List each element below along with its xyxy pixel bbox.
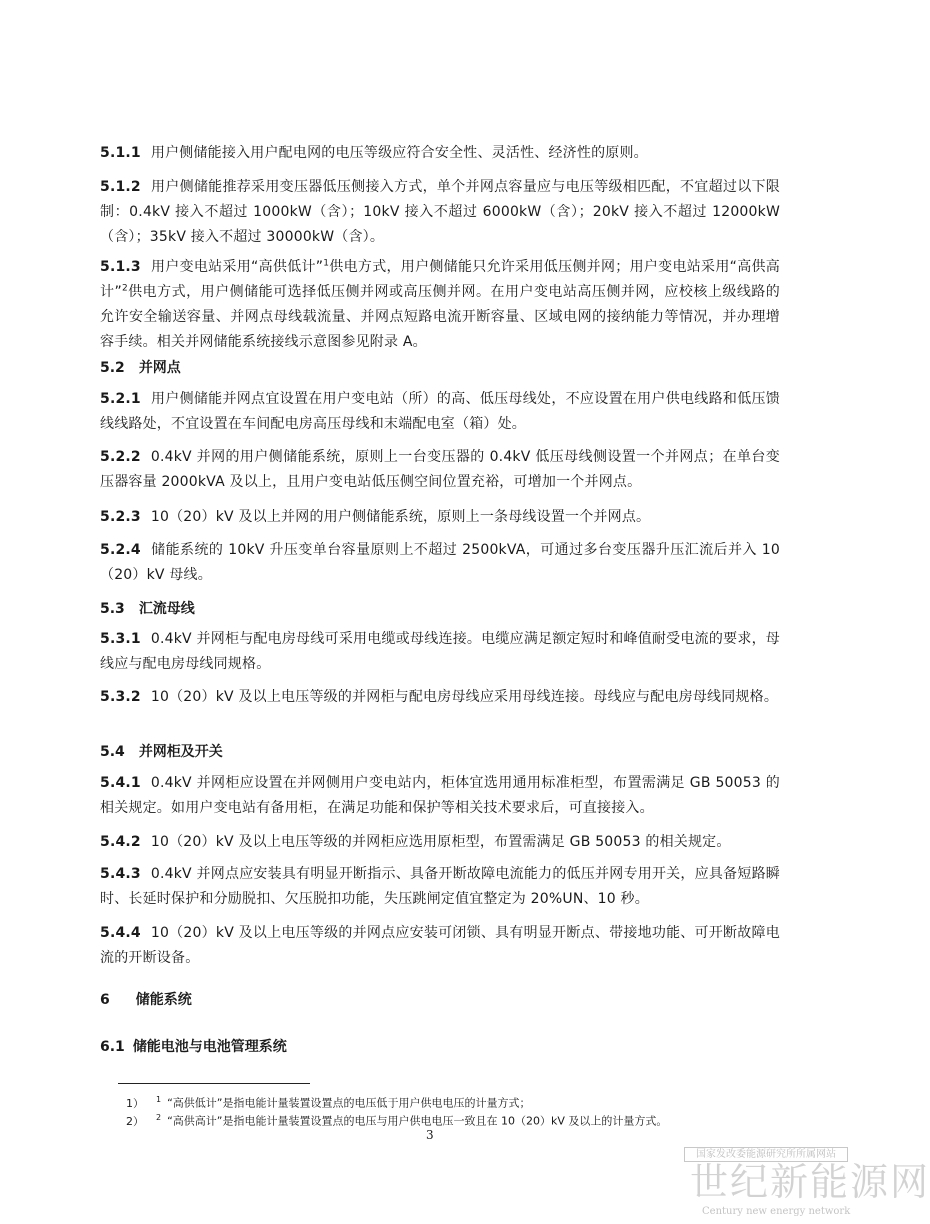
clause-5-2-2 <box>100 445 780 495</box>
clause-number: 5.2.4 <box>100 542 141 558</box>
watermark-subtitle: Century new energy network <box>702 1206 851 1217</box>
heading-5-3 <box>100 597 195 622</box>
clause-number: 5.3.2 <box>100 689 141 705</box>
heading-title: 并网点 <box>138 360 181 376</box>
clause-5-2-3 <box>100 505 780 530</box>
clause-text: 用户侧储能并网点宜设置在用户变电站（所）的高、低压母线处，不应设置在用户供电线路和低压馈线线路处，不宜设置在车间配电房高压母线和末端配电室（箱）处。 <box>100 391 780 432</box>
clause-text: 0.4kV 并网的用户侧储能系统，原则上一台变压器的 0.4kV 低压母线侧设置一个并网点；在单台变压器容量 2000kVA 及以上，且用户变电站低压侧空间位置充裕，可增加一个并网点。 <box>100 449 780 490</box>
clause-text: 用户侧储能接入用户配电网的电压等级应符合安全性、灵活性、经济性的原则。 <box>150 145 648 161</box>
clause-number: 5.4.4 <box>100 925 141 941</box>
clause-5-4-4 <box>100 921 780 971</box>
heading-number: 5.4 <box>100 744 125 760</box>
footnote-number: 1） <box>126 1096 144 1110</box>
footnote-mark: 1 <box>156 1095 162 1104</box>
clause-5-4-1 <box>100 771 780 821</box>
heading-5-2 <box>100 356 181 381</box>
watermark-logo: 世纪新能源网 <box>690 1160 930 1204</box>
footnote-2 <box>126 1110 667 1130</box>
clause-5-3-2 <box>100 685 780 710</box>
footnote-mark: 2 <box>156 1113 162 1122</box>
clause-number: 5.4.1 <box>100 775 141 791</box>
clause-text-part3: 供电方式，用户侧储能可选择低压侧并网或高压侧并网。在用户变电站高压侧并网，应校核上级线路的允许安全输送容量、并网点母线载流量、并网点短路电流开断容量、区域电网的接纳能力等情况，并办理增容手续。相关并网储能系统接线示意图参见附录 A。 <box>100 284 781 350</box>
watermark-caption: 国家发改委能源研究所所属网站 <box>684 1147 848 1162</box>
clause-number: 5.2.1 <box>100 391 141 407</box>
clause-number: 5.1.1 <box>100 145 141 161</box>
clause-5-3-1 <box>100 627 780 677</box>
clause-5-2-1 <box>100 387 780 437</box>
clause-text: 0.4kV 并网柜与配电房母线可采用电缆或母线连接。电缆应满足额定短时和峰值耐受电流的要求，母线应与配电房母线同规格。 <box>100 631 780 672</box>
footnote-ref-1: 1 <box>323 258 330 269</box>
clause-5-1-2 <box>100 175 780 250</box>
clause-text: 0.4kV 并网柜应设置在并网侧用户变电站内，柜体宜选用通用标准柜型，布置需满足 GB 50053 的相关规定。如用户变电站有备用柜，在满足功能和保护等相关技术要求后，可直接接入。 <box>100 775 780 816</box>
clause-number: 5.3.1 <box>100 631 141 647</box>
clause-number: 5.1.2 <box>100 179 141 195</box>
heading-title: 汇流母线 <box>138 601 195 617</box>
clause-text-part2: 供电方式，用户侧储能只允许采用低压侧并网；用户变电站采用“高供高计” <box>100 259 780 300</box>
heading-6-1 <box>100 1035 287 1060</box>
clause-number: 5.4.3 <box>100 866 141 882</box>
heading-title: 并网柜及开关 <box>138 744 223 760</box>
footnote-ref-2: 2 <box>121 283 128 294</box>
clause-number: 5.2.3 <box>100 509 141 525</box>
heading-title: 储能系统 <box>135 992 192 1008</box>
clause-5-1-3 <box>100 255 780 355</box>
heading-title: 储能电池与电池管理系统 <box>132 1039 287 1055</box>
heading-number: 6 <box>100 992 110 1008</box>
clause-text: 用户侧储能推荐采用变压器低压侧接入方式，单个并网点容量应与电压等级相匹配，不宜超过以下限制：0.4kV 接入不超过 1000kW（含）；10kV 接入不超过 6000kW（含）；20kV 接入不超过 12000kW（含）；35kV 接入不超过 30000kW（含）。 <box>100 179 780 245</box>
clause-5-1-1 <box>100 141 780 166</box>
heading-number: 5.3 <box>100 601 125 617</box>
footnote-1 <box>126 1092 531 1112</box>
heading-5-4 <box>100 740 223 765</box>
page-number: 3 <box>426 1128 434 1142</box>
clause-number: 5.4.2 <box>100 834 141 850</box>
footnote-text: “高供低计”是指电能计量装置设置点的电压低于用户供电电压的计量方式； <box>167 1096 531 1110</box>
clause-5-2-4 <box>100 538 780 588</box>
footnote-number: 2） <box>126 1114 144 1128</box>
clause-number: 5.1.3 <box>100 259 141 275</box>
clause-text: 10（20）kV 及以上并网的用户侧储能系统，原则上一条母线设置一个并网点。 <box>150 509 651 525</box>
clause-text: 储能系统的 10kV 升压变单台容量原则上不超过 2500kVA，可通过多台变压器升压汇流后并入 10（20）kV 母线。 <box>100 542 780 583</box>
footnote-divider <box>118 1083 310 1084</box>
clause-text: 0.4kV 并网点应安装具有明显开断指示、具备开断故障电流能力的低压并网专用开关，应具备短路瞬时、长延时保护和分励脱扣、欠压脱扣功能，失压跳闸定值宜整定为 20%UN、10 秒。 <box>100 866 780 907</box>
heading-number: 6.1 <box>100 1039 125 1055</box>
clause-number: 5.2.2 <box>100 449 141 465</box>
clause-5-4-2 <box>100 830 780 855</box>
clause-text: 10（20）kV 及以上电压等级的并网柜应选用原柜型，布置需满足 GB 50053 的相关规定。 <box>150 834 731 850</box>
clause-5-4-3 <box>100 862 780 912</box>
heading-number: 5.2 <box>100 360 125 376</box>
clause-text-part1: 用户变电站采用“高供低计” <box>150 259 324 275</box>
footnote-text: “高供高计”是指电能计量装置设置点的电压与用户供电电压一致且在 10（20）kV 及以上的计量方式。 <box>167 1114 668 1128</box>
clause-text: 10（20）kV 及以上电压等级的并网柜与配电房母线应采用母线连接。母线应与配电房母线同规格。 <box>150 689 779 705</box>
clause-text: 10（20）kV 及以上电压等级的并网点应安装可闭锁、具有明显开断点、带接地功能、可开断故障电流的开断设备。 <box>100 925 780 966</box>
heading-6 <box>100 988 192 1013</box>
